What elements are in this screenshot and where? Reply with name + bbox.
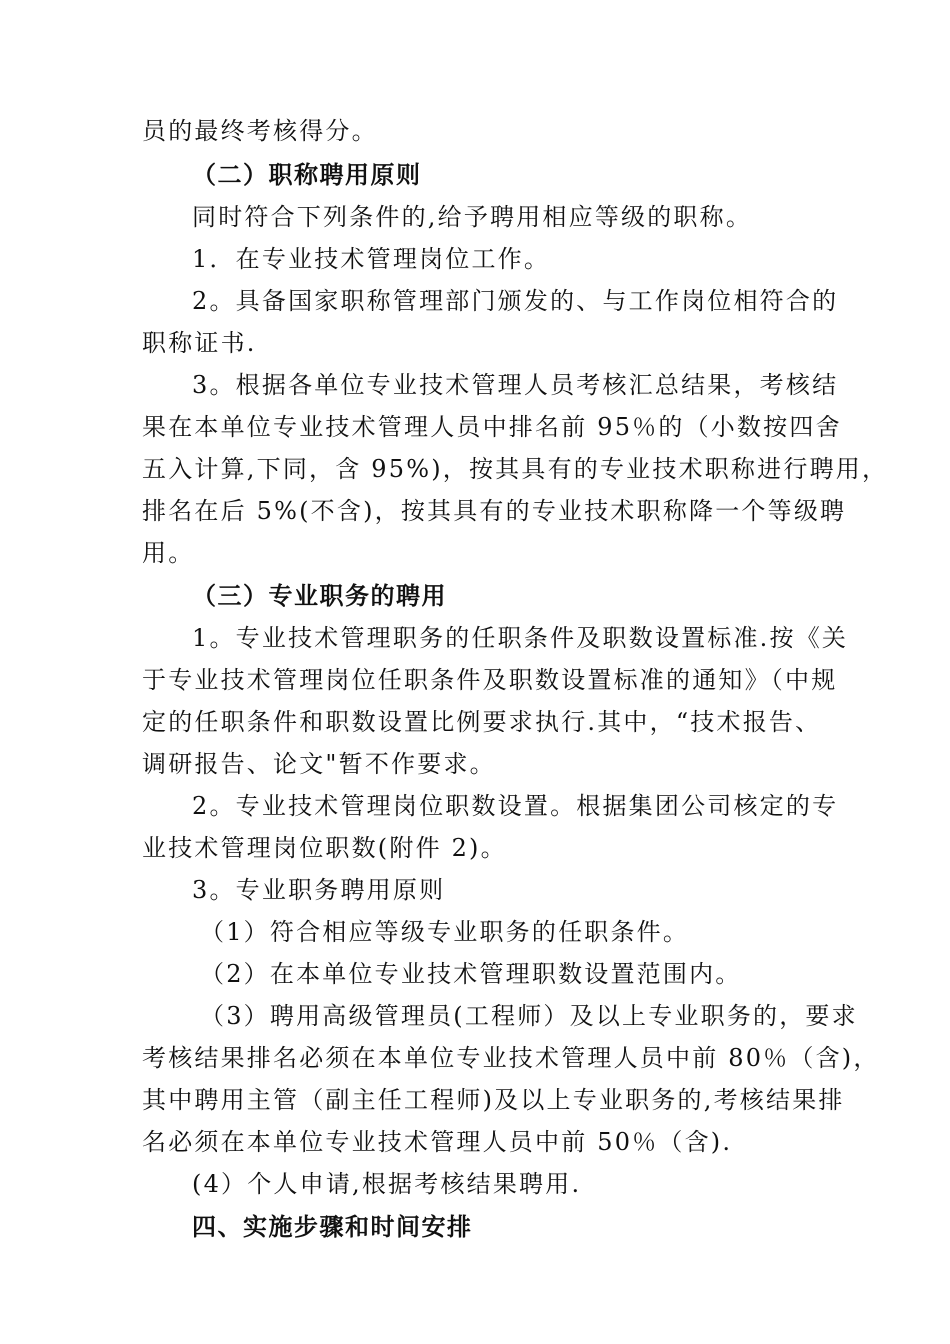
body-text-line: 果在本单位专业技术管理人员中排名前 95％的（小数按四舍 <box>142 413 842 441</box>
body-text-line: 考核结果排名必须在本单位专业技术管理人员中前 80％（含)， <box>142 1044 880 1072</box>
section-heading: 四、实施步骤和时间安排 <box>192 1213 473 1241</box>
body-text-line: 五入计算,下同，含 95%)，按其具有的专业技术职称进行聘用， <box>142 455 889 483</box>
list-item: (4）个人申请,根据考核结果聘用. <box>192 1170 582 1198</box>
body-text-line: 调研报告、论文"暂不作要求。 <box>142 750 496 778</box>
body-text-line: 名必须在本单位专业技术管理人员中前 50％（含). <box>142 1128 733 1156</box>
list-item: 2。专业技术管理岗位职数设置。根据集团公司核定的专 <box>192 792 839 820</box>
body-text-line: 定的任职条件和职数设置比例要求执行.其中，“技术报告、 <box>142 708 822 736</box>
body-text-line: 其中聘用主管（副主任工程师)及以上专业职务的,考核结果排 <box>142 1086 845 1114</box>
list-item: 3。专业职务聘用原则 <box>192 876 446 904</box>
body-text-line: 职称证书. <box>142 329 257 357</box>
list-item: 1。专业技术管理职务的任职条件及职数设置标准.按《关 <box>192 624 849 652</box>
list-item: （3）聘用高级管理员(工程师）及以上专业职务的，要求 <box>200 1002 858 1030</box>
body-text-line: 用。 <box>142 539 195 567</box>
list-item: 3。根据各单位专业技术管理人员考核汇总结果，考核结 <box>192 371 839 399</box>
section-heading: （二）职称聘用原则 <box>192 161 422 189</box>
list-item: （2）在本单位专业技术管理职数设置范围内。 <box>200 960 742 988</box>
list-item: 2。具备国家职称管理部门颁发的、与工作岗位相符合的 <box>192 287 839 315</box>
body-text-line: 于专业技术管理岗位任职条件及职数设置标准的通知》（中规 <box>142 666 838 694</box>
body-text-line: 排名在后 5%(不含)，按其具有的专业技术职称降一个等级聘 <box>142 497 847 525</box>
list-item: （1）符合相应等级专业职务的任职条件。 <box>200 918 690 946</box>
body-text-line: 同时符合下列条件的,给予聘用相应等级的职称。 <box>192 203 753 231</box>
body-text-line: 员的最终考核得分。 <box>142 117 378 145</box>
section-heading: （三）专业职务的聘用 <box>192 582 447 610</box>
body-text-line: 业技术管理岗位职数(附件 2)。 <box>142 834 507 862</box>
list-item: 1．在专业技术管理岗位工作。 <box>192 245 551 273</box>
